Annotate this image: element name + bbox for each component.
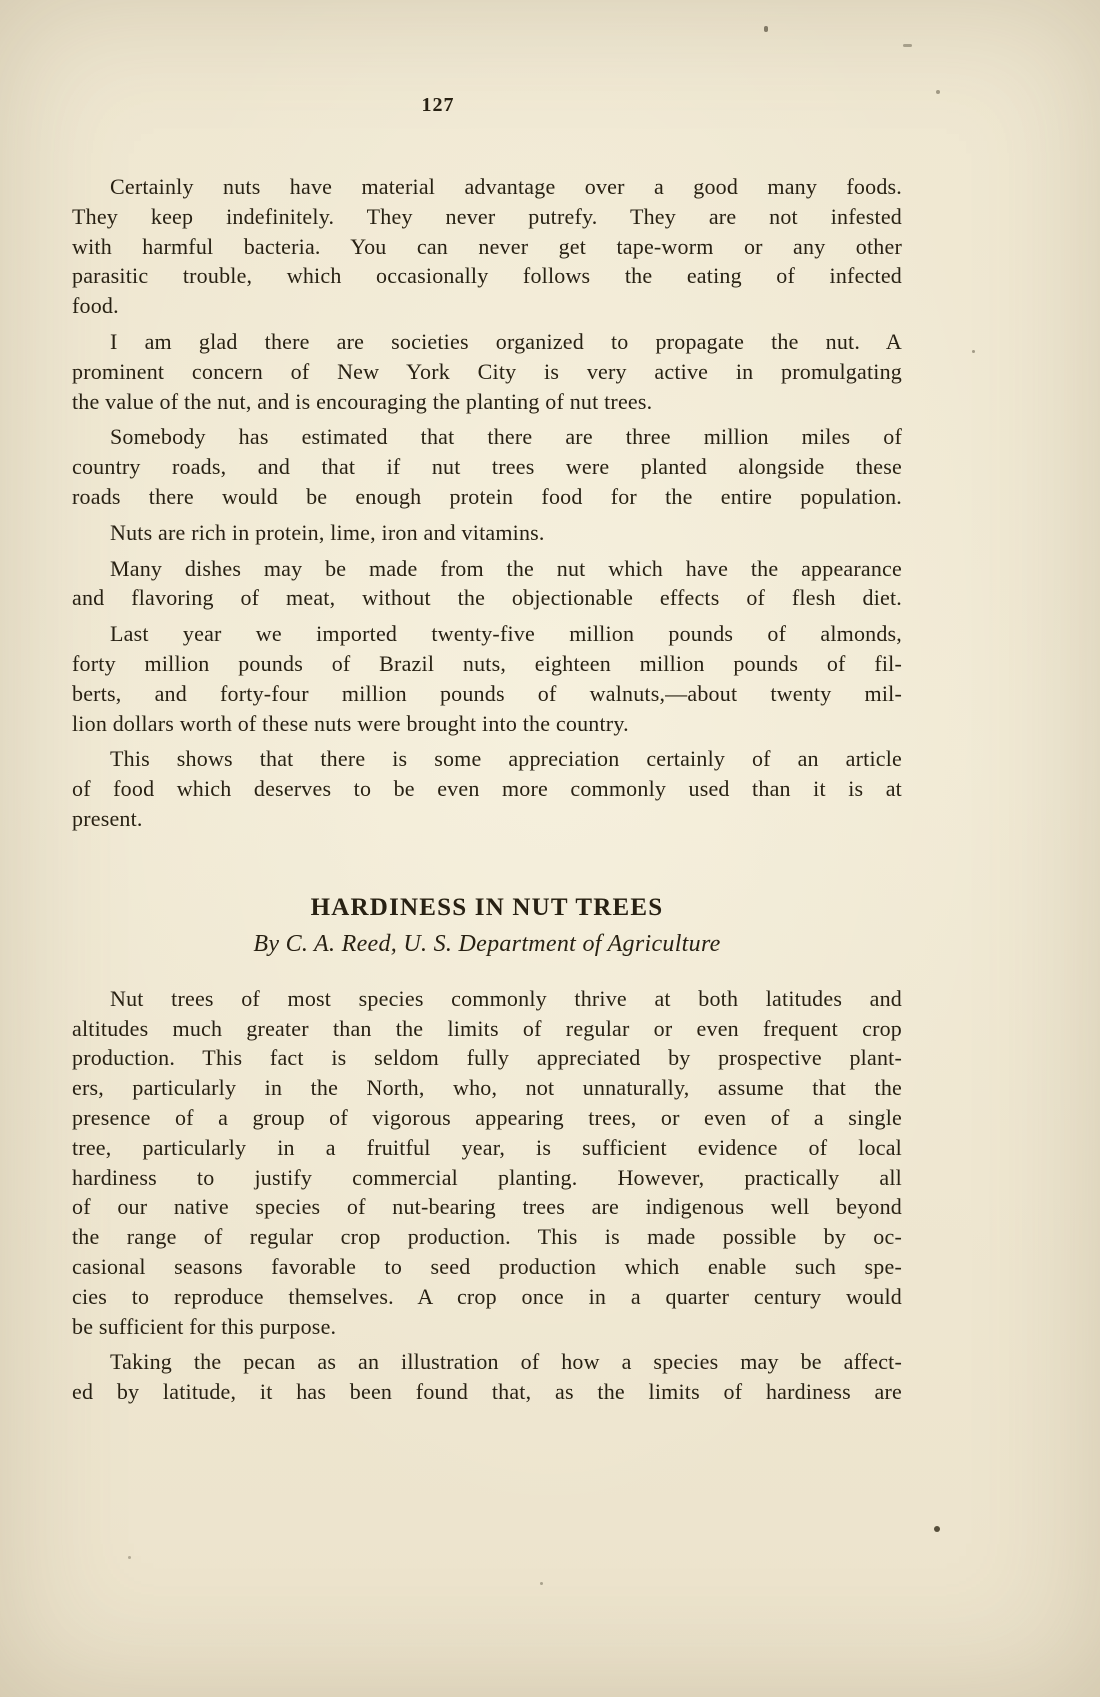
text-line: with harmful bacteria. You can never get tape-worm or any other xyxy=(72,233,902,259)
text-line: This shows that there is some appreciation certainly of an article xyxy=(110,746,902,772)
text-line: Nut trees of most species commonly thrive at both latitudes and xyxy=(110,985,902,1011)
text-line: of our native species of nut-bearing trees are indigenous well beyond xyxy=(72,1194,902,1220)
text-line: food. xyxy=(72,293,119,319)
text-line: country roads, and that if nut trees were planted alongside these xyxy=(72,454,902,480)
paragraph xyxy=(72,554,902,614)
text-line: the range of regular crop production. This is made possible by oc- xyxy=(72,1224,902,1250)
text-line: They keep indefinitely. They never putrefy. They are not infested xyxy=(72,203,902,229)
intro-paragraphs xyxy=(72,172,902,834)
text-line: production. This fact is seldom fully appreciated by prospective plant- xyxy=(72,1045,902,1071)
paragraph xyxy=(72,518,902,548)
text-line: Certainly nuts have material advantage over a good many foods. xyxy=(110,174,902,199)
text-line: altitudes much greater than the limits of regular or even frequent crop xyxy=(72,1015,902,1041)
text-line: lion dollars worth of these nuts were brought into the country. xyxy=(72,710,629,736)
text-line: be sufficient for this purpose. xyxy=(72,1313,337,1339)
section-heading: HARDINESS IN NUT TREES xyxy=(310,893,664,921)
text-line: tree, particularly in a fruitful year, is sufficient evidence of local xyxy=(72,1134,902,1160)
text-line: Somebody has estimated that there are three million miles of xyxy=(110,424,902,450)
text-line: prominent concern of New York City is very active in promulgating xyxy=(72,358,902,384)
scan-speckle xyxy=(972,350,975,353)
text-line: ed by latitude, it has been found that, as the limits of hardiness are xyxy=(72,1379,902,1405)
text-line: the value of the nut, and is encouraging the planting of nut trees. xyxy=(72,388,653,414)
text-line: casional seasons favorable to seed production which enable such spe- xyxy=(72,1253,902,1279)
scan-speckle xyxy=(934,1526,940,1532)
text-line: present. xyxy=(72,805,143,831)
text-line: cies to reproduce themselves. A crop once in a quarter century would xyxy=(72,1283,902,1309)
paragraph xyxy=(72,327,902,416)
page-number: 127 xyxy=(421,94,455,116)
scan-speckle xyxy=(540,1582,543,1585)
text-line: I am glad there are societies organized to propagate the nut. A xyxy=(110,328,902,354)
paragraph xyxy=(72,1347,902,1407)
text-line: parasitic trouble, which occasionally follows the eating of infected xyxy=(72,263,902,289)
paragraph xyxy=(72,744,902,833)
text-line: Nuts are rich in protein, lime, iron and vitamins. xyxy=(110,519,545,545)
scan-speckle xyxy=(128,1556,131,1559)
text-line: Last year we imported twenty-five million pounds of almonds, xyxy=(110,621,902,647)
page-content xyxy=(72,172,902,1407)
text-line: of food which deserves to be even more commonly used than it is at xyxy=(72,776,902,802)
section-byline: By C. A. Reed, U. S. Department of Agriculture xyxy=(253,930,721,957)
text-line: ers, particularly in the North, who, not unnaturally, assume that the xyxy=(72,1075,902,1101)
paragraph xyxy=(72,984,902,1342)
text-line: roads there would be enough protein food for the entire population. xyxy=(72,483,902,509)
text-line: presence of a group of vigorous appearing trees, or even of a single xyxy=(72,1104,902,1130)
text-line: Taking the pecan as an illustration of how a species may be affect- xyxy=(110,1349,902,1375)
text-line: forty million pounds of Brazil nuts, eighteen million pounds of fil- xyxy=(72,650,902,676)
section-paragraphs xyxy=(72,984,902,1407)
text-line: hardiness to justify commercial planting. However, practically all xyxy=(72,1164,902,1190)
text-line: berts, and forty-four million pounds of walnuts,—about twenty mil- xyxy=(72,680,902,706)
text-line: Many dishes may be made from the nut which have the appearance xyxy=(110,555,902,581)
paragraph xyxy=(72,619,902,738)
scan-speckle xyxy=(936,90,940,94)
text-line: and flavoring of meat, without the objectionable effects of flesh diet. xyxy=(72,585,902,611)
paragraph xyxy=(72,172,902,321)
scan-speckle xyxy=(764,26,768,32)
scan-speckle xyxy=(903,44,912,47)
paragraph xyxy=(72,422,902,511)
